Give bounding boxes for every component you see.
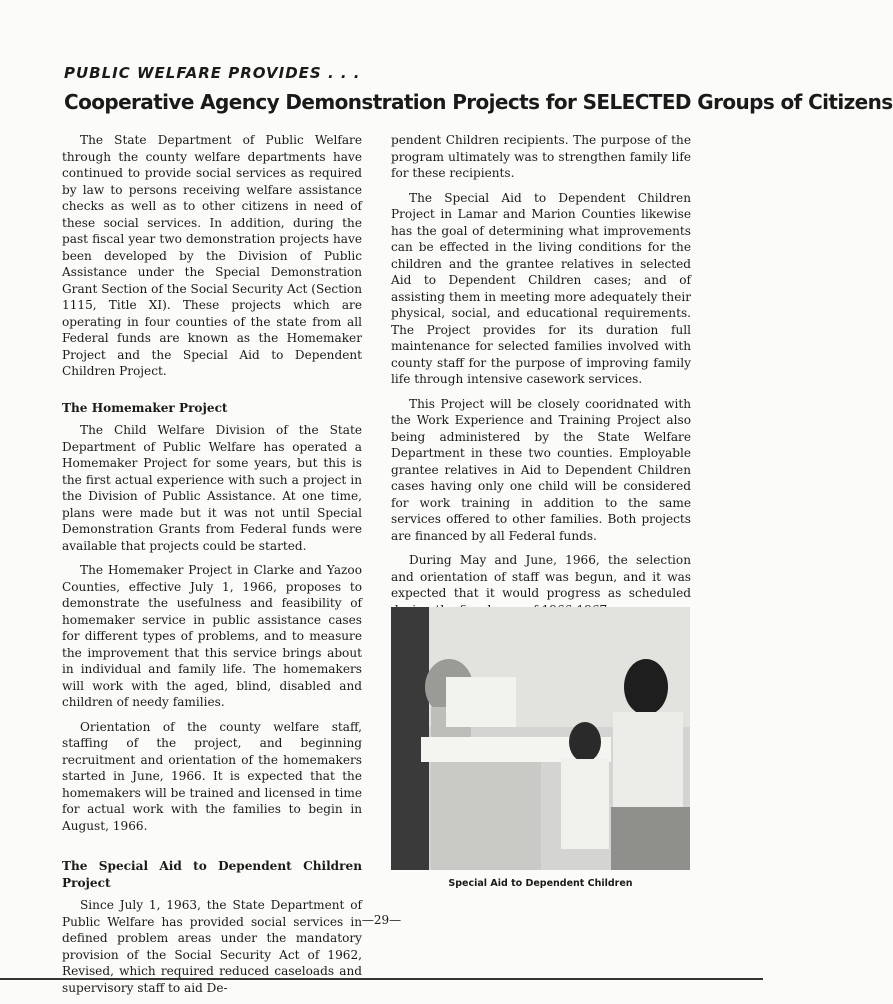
- photograph-illustration: [391, 607, 690, 870]
- homemaker-heading: The Homemaker Project: [62, 400, 228, 415]
- sadc-paragraph-2: The Special Aid to Dependent Children Project in Lamar and Marion Counties likewise has the goal of determining what improvements can be effected in the living conditions for the children and the grantee relatives in selected Aid to Dependent Children cases; and of assisting them in meeting more adequately their physical, social, and educational requirements. The Project provides for its duration full maintenance for selected families involved with county staff for the purpose of improving family life through intensive casework services.: [391, 190, 691, 386]
- continued-paragraph: pendent Children recipients. The purpose of the program ultimately was to strengthen family life for these recipients.: [391, 133, 691, 180]
- homemaker-paragraph-3: Orientation of the county welfare staff, staffing of the project, and beginning recruitment and orientation of the homemakers started in June, 1966. It is expected that the homemakers will be trained and licensed in time for actual work with the families to begin in August, 1966.: [62, 719, 362, 833]
- photograph: [391, 607, 690, 870]
- page-title: Cooperative Agency Demonstration Projects for SELECTED Groups of Citizens: [64, 90, 893, 114]
- sadc-paragraph-4: During May and June, 1966, the selection and orientation of staff was begun, and it was expected that it would progress as scheduled: [391, 553, 691, 600]
- sadc-heading: The Special Aid to Dependent Children Project: [62, 859, 362, 890]
- photo-caption: Special Aid to Dependent Children: [448, 878, 633, 889]
- intro-paragraph: The State Department of Public Welfare through the county welfare departments have continued to provide social services as required by law to persons receiving welfare assistance checks as well as to other citizens in need of these social services. In addition, during the past fiscal year two demonstration projects have been developed by the Division of Public Assistance under the Special Demonstration Grant Section of the Social Security Act (Section 1115, Title XI). These projects which are operating in four counties of the state from all Federal funds are known as the Homemaker Project and the Special Aid to Dependent Children Project.: [62, 133, 362, 378]
- sadc-paragraph-3: This Project will be closely cooridnated with the Work Experience and Training Project also being administered by the State Welfare Department in these two counties. Employable grantee relatives in Aid to Dependent Children cases having only one child will be considered for work training in addition to the same services offered to other families. Both projects are financed by all Federal funds.: [391, 396, 691, 543]
- left-column: [62, 132, 362, 1004]
- kicker: PUBLIC WELFARE PROVIDES . . .: [64, 64, 361, 82]
- bottom-rule: [0, 978, 763, 980]
- homemaker-paragraph-2: The Homemaker Project in Clarke and Yazoo Counties, effective July 1, 1966, proposes to demonstrate the usefulness and feasibility of homemaker service in public assistance cases for different types of problems, and to measure the improvement that this service brings about in individual and family life. The homemakers will work with the aged, blind, disabled and children of needy families.: [62, 563, 362, 709]
- homemaker-paragraph-1: The Child Welfare Division of the State Department of Public Welfare has operated a Homemaker Project for some years, but this is the first actual experience with such a project in the Division of Public Assistance. At one time, plans were made but it was not until Special Demonstration Grants from Federal funds were available that projects could be started.: [62, 423, 362, 553]
- sadc-paragraph-1: Since July 1, 1963, the State Department of Public Welfare has provided social services in defined problem areas under the mandatory provision of the Social Security Act of 1962, Revised, which required reduced caseloads and supervisory staff to aid De-: [62, 898, 362, 995]
- right-column: [391, 132, 691, 626]
- page-number: —29—: [361, 913, 402, 927]
